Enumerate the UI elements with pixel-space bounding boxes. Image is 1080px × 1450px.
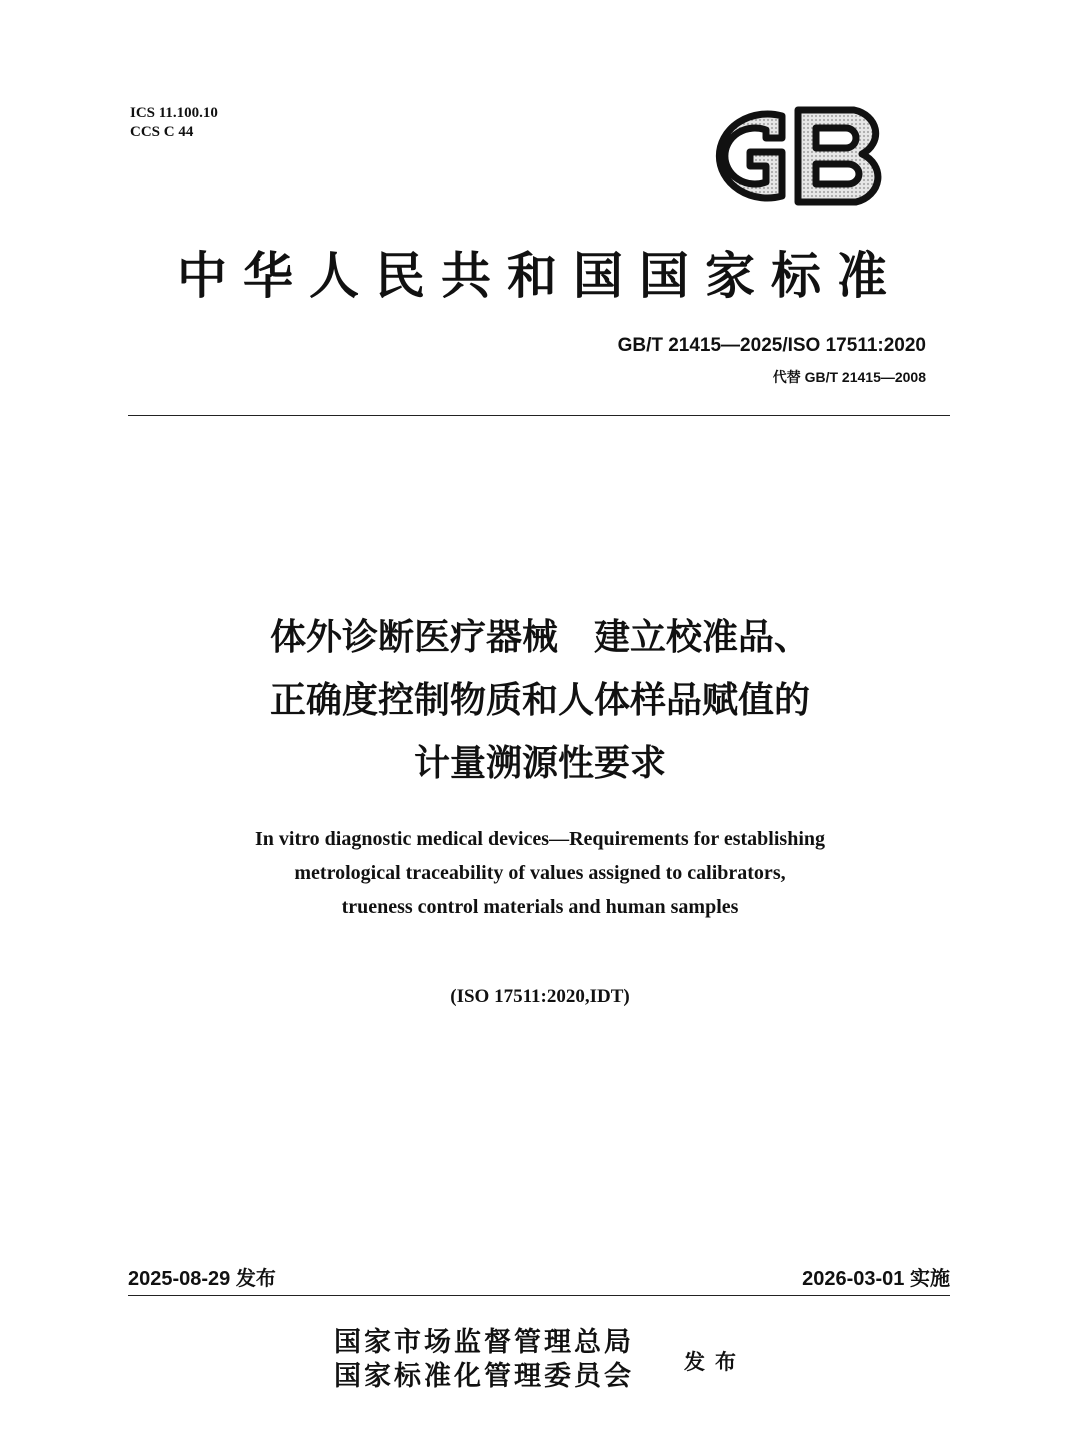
- ccs-code: CCS C 44: [130, 124, 194, 140]
- english-title-line: metrological traceability of values assigned to calibrators,: [294, 862, 786, 884]
- gb-logo-icon: [694, 102, 894, 210]
- issue-action: 发布: [684, 1349, 746, 1374]
- issuer-name: 国家标准化管理委员会: [334, 1361, 634, 1392]
- classification-codes: [130, 104, 218, 142]
- chinese-title-line: 正确度控制物质和人体样品赋值的: [269, 680, 810, 721]
- english-title-line: trueness control materials and human samples: [341, 896, 739, 918]
- chinese-title-line: 计量溯源性要求: [413, 743, 666, 784]
- iso-equivalence: (ISO 17511:2020,IDT): [450, 986, 630, 1007]
- replaces-standard: 代替 GB/T 21415—2008: [772, 369, 926, 385]
- english-title-line: In vitro diagnostic medical devices—Requirements for establishing: [255, 828, 825, 850]
- implementation-date: 2026-03-01 实施: [802, 1268, 950, 1290]
- chinese-title-line: 体外诊断医疗器械 建立校准品、: [269, 617, 810, 658]
- header-divider: [128, 415, 950, 416]
- issuing-authorities: [334, 1326, 634, 1394]
- standard-number: GB/T 21415—2025/ISO 17511:2020: [617, 335, 926, 356]
- ics-code: ICS 11.100.10: [130, 105, 218, 121]
- english-title: [100, 822, 980, 924]
- issuer-name: 国家市场监督管理总局: [334, 1327, 634, 1358]
- chinese-title: [100, 606, 980, 795]
- footer-divider: [128, 1295, 950, 1296]
- issue-date: 2025-08-29 发布: [128, 1268, 276, 1290]
- national-standard-title: 中华人民共和国国家标准: [177, 246, 903, 305]
